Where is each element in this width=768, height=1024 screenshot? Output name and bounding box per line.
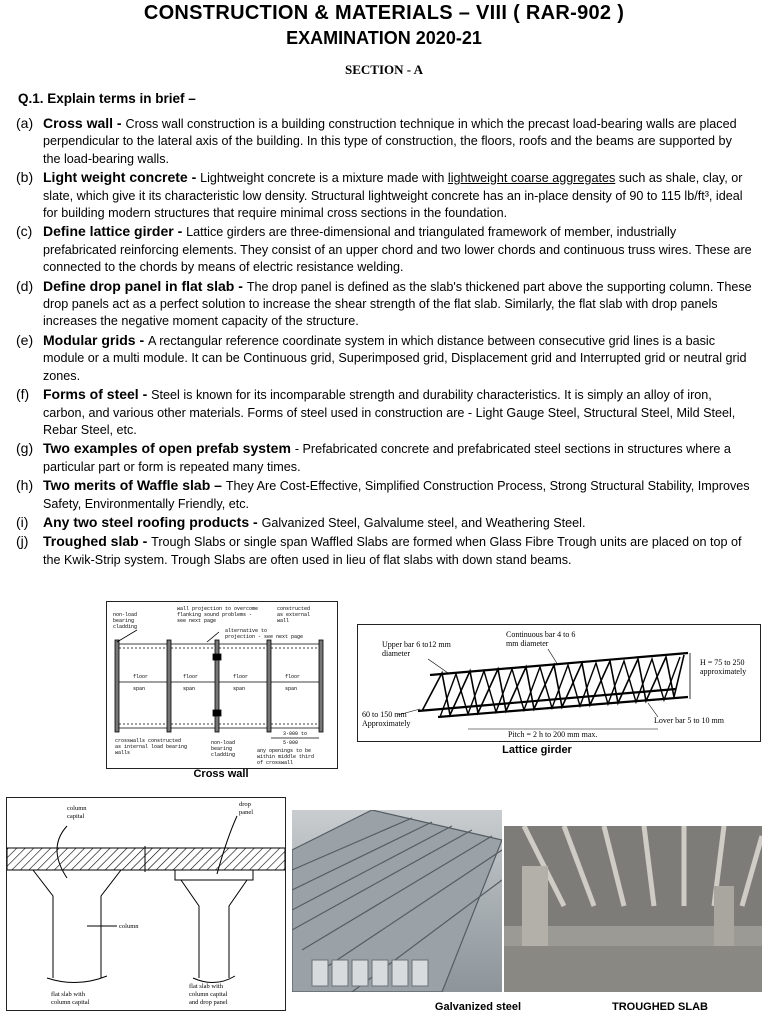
diagram-label: floor — [183, 674, 199, 680]
item-text: They Are Cost-Effective, Simplified Construction Process, Strong Structural Stability, Improves Safety, Environmentally Friendly, etc. — [43, 479, 750, 511]
item-label: (a) — [16, 115, 34, 131]
item-term: Define lattice girder - — [43, 223, 187, 240]
question-heading: Q.1. Explain terms in brief – — [18, 91, 196, 106]
item-label: (d) — [16, 277, 34, 294]
diagram-label: drop — [239, 801, 251, 808]
diagram-label: column capital — [51, 999, 90, 1006]
lattice-girder-diagram — [358, 625, 760, 741]
diagram-label: mm diameter — [506, 639, 549, 648]
diagram-label: projection - see next page — [225, 634, 304, 640]
diagram-label: Lover bar 5 to 10 mm — [654, 716, 724, 725]
item-j — [16, 533, 752, 569]
diagram-label: wall projection to overcome — [177, 606, 259, 612]
diagram-label: capital — [67, 813, 85, 820]
diagram-label: span — [285, 686, 298, 692]
exam-title: EXAMINATION 2020-21 — [286, 28, 482, 48]
diagram-label: Continuous bar 4 to 6 — [506, 630, 576, 639]
item-term: Light weight concrete - — [43, 169, 201, 186]
document-title: CONSTRUCTION & MATERIALS – VIII ( RAR-902 ) — [143, 2, 625, 24]
diagram-label: Upper bar 6 to12 mm — [382, 640, 451, 649]
diagram-label: of crosswall — [257, 760, 294, 766]
diagram-label: span — [133, 686, 146, 692]
item-label: (b) — [16, 169, 34, 186]
item-i — [16, 514, 752, 532]
diagram-label: diameter — [382, 649, 410, 658]
item-term: Two merits of Waffle slab – — [43, 477, 226, 494]
diagram-label: crosswalls constructed — [115, 738, 182, 744]
item-label: (i) — [16, 513, 29, 530]
diagram-label: panel — [239, 809, 254, 816]
diagram-label: Pitch = 2 h to 200 mm max. — [508, 730, 598, 739]
item-label: (f) — [16, 386, 30, 403]
item-term: Two examples of open prefab system — [43, 440, 295, 457]
item-g — [16, 440, 752, 476]
troughed-slab-photo — [504, 826, 762, 992]
diagram-label: floor — [133, 674, 149, 680]
item-text: Steel is known for its incomparable strength and durability characteristics. It is simply an alloy of iron, carbon, and various other materials. Forms of steel used in construction are - Light Gauge Steel, Structural Steel, Mild Steel, Rebar Steel, etc. — [43, 388, 736, 437]
diagram-label: within middle third — [257, 754, 315, 760]
item-text: The drop panel is defined as the slab's thickened part above the supporting column. These drop panels act as a perfect solution to increase the shear strength of the flat slab. Similarly, the flat slab with drop panels increases the negative moment capacity of the structure. — [43, 279, 752, 329]
diagram-label: as internal load bearing — [115, 744, 188, 750]
item-label: (c) — [16, 223, 33, 240]
item-term: Troughed slab - — [43, 533, 152, 550]
item-text: such as shale, clay, or slate, which give it its characteristic low density. Structural lightweight concrete has an in-place density of 90 to 115 lb/ft³, ideal for building modern structures that require minimal cross sections in the foundation. — [43, 171, 743, 221]
diagram-label: column — [119, 923, 139, 930]
lattice-girder-caption: Lattice girder — [502, 744, 572, 756]
item-term: Cross wall - — [43, 115, 126, 131]
diagram-label: see next page — [177, 618, 217, 624]
diagram-label: column — [67, 805, 87, 812]
item-text: - Prefabricated concrete and prefabricated steel sections in structures where a particular part or form is repeated many times. — [43, 442, 731, 474]
diagram-label: bearing — [211, 746, 233, 752]
diagram-label: cladding — [113, 624, 138, 630]
diagram-label: non-load — [211, 740, 236, 746]
flat-slab-diagram — [7, 798, 285, 1010]
item-b — [16, 169, 752, 222]
diagram-label: wall — [277, 618, 290, 624]
cross-wall-caption: Cross wall — [193, 768, 249, 780]
cross-wall-diagram — [107, 602, 337, 768]
diagram-label: 3·000 to — [283, 731, 308, 737]
item-d — [16, 278, 752, 331]
section-heading: SECTION - A — [344, 62, 424, 77]
diagram-label: 5·000 — [283, 740, 299, 746]
diagram-label: span — [183, 686, 196, 692]
item-label: (g) — [16, 440, 34, 457]
diagram-label: H = 75 to 250 — [700, 658, 745, 667]
diagram-label: Approximately — [362, 719, 411, 728]
item-label: (j) — [16, 533, 29, 550]
lattice-girder-figure — [357, 624, 761, 742]
diagram-label: column capital — [189, 991, 228, 998]
item-f — [16, 386, 752, 439]
diagram-label: bearing — [113, 618, 135, 624]
diagram-label: cladding — [211, 752, 236, 758]
cross-wall-figure — [106, 601, 338, 769]
diagram-label: non-load — [113, 612, 138, 618]
item-text: A rectangular reference coordinate system in which distance between consecutive grid lines is a basic module or a multi module. It can be Continuous grid, Superimposed grid, Displacement grid and Interrupted grid or neutral grid zones. — [43, 333, 747, 383]
diagram-label: and drop panel — [189, 999, 228, 1006]
item-term: Any two steel roofing products - — [43, 513, 262, 530]
item-text: Trough Slabs or single span Waffled Slabs are formed when Glass Fibre Trough units are placed on top of the Kwik-Strip system. Trough Slabs are often used in lieu of flat slabs with down stand beams. — [43, 535, 742, 567]
item-label: (e) — [16, 331, 34, 348]
galvanized-steel-caption: Galvanized steel — [434, 1001, 522, 1013]
flat-slab-figure — [6, 797, 286, 1011]
item-term: Modular grids - — [43, 331, 148, 348]
diagram-label: floor — [285, 674, 301, 680]
steel-sections-image — [292, 810, 502, 992]
diagram-label: approximately — [700, 667, 747, 676]
diagram-label: floor — [233, 674, 249, 680]
galvanized-steel-photo — [292, 810, 502, 992]
diagram-label: as external — [277, 612, 311, 618]
answer-list — [16, 115, 752, 570]
troughed-slab-image — [504, 826, 762, 992]
item-a — [16, 115, 752, 168]
item-text: Cross wall construction is a building construction technique in which the precast load-bearing walls are placed perpendicular to the lateral axis of the building. In this type of construction, the floors, roofs and the beams are supported by the load-bearing walls. — [43, 117, 737, 166]
item-text: Lattice girders are three-dimensional and triangulated framework of member, industrially prefabricated reinforcing elements. They consist of an upper chord and two lower chords and continuous truss wires. These are connected to the chords by means of electric resistance welding. — [43, 225, 752, 275]
diagram-label: span — [233, 686, 246, 692]
diagram-label: walls — [115, 750, 131, 756]
item-e — [16, 332, 752, 385]
diagram-label: flat slab with — [189, 983, 223, 990]
item-c — [16, 223, 752, 276]
diagram-label: flanking sound problems - — [177, 612, 253, 618]
diagram-label: flat slab with — [51, 991, 85, 998]
diagram-label: any openings to be — [257, 748, 312, 754]
item-text: Galvanized Steel, Galvalume steel, and Weathering Steel. — [261, 515, 586, 530]
diagram-label: constructed — [277, 606, 311, 612]
diagram-label: 60 to 150 mm — [362, 710, 407, 719]
item-h — [16, 477, 752, 513]
item-text: Lightweight concrete is a mixture made with — [200, 171, 448, 186]
diagram-label: alternative to — [225, 628, 268, 634]
troughed-slab-caption: TROUGHED SLAB — [612, 1001, 708, 1013]
item-term: Define drop panel in flat slab - — [43, 277, 247, 294]
item-label: (h) — [16, 477, 34, 494]
item-underlined-text: lightweight coarse aggregates — [447, 171, 616, 186]
item-term: Forms of steel - — [43, 386, 152, 403]
